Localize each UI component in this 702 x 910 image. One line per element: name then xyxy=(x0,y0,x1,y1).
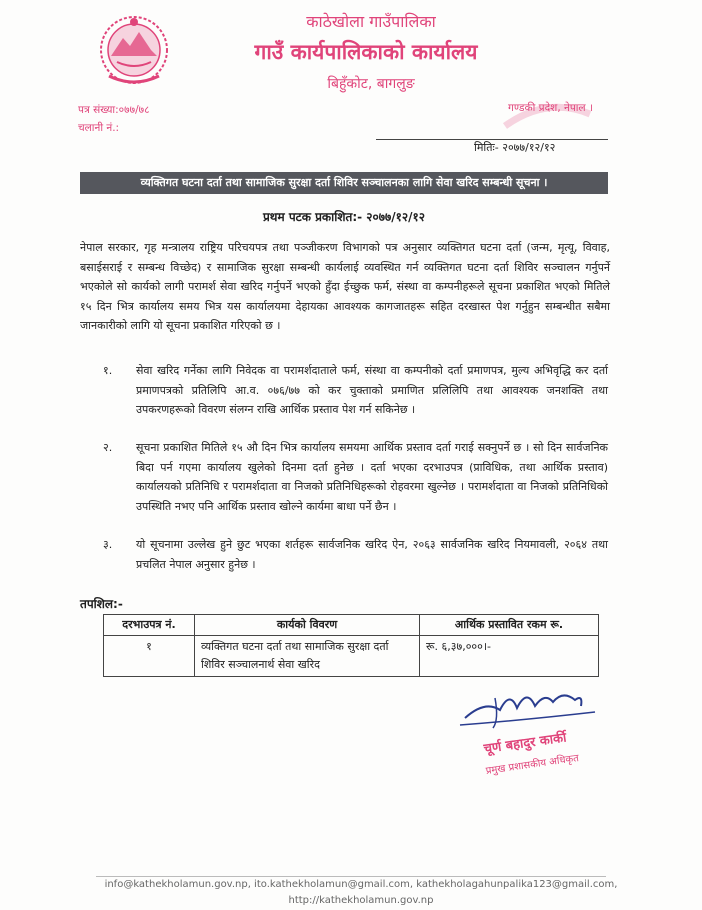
condition-text: सेवा खरिद गर्नेका लागि निवेदक वा परामर्शदाताले फर्म, संस्था वा कम्पनीको दर्ता प्रमाणपत्र, मुल्य अभिवृद्धि कर दर्ता प्रमाणपत्रको प्रतिलिपि आ.व. ०७६/७७ को कर चुक्ताको प्रमाणित प्रलिलिपि तथा आवश्यक जनशक्ति तथा उपकरणहरूको विवरण संलग्न राखि आर्थिक प्रस्ताव पेश गर्न सकिनेछ । xyxy=(136,364,608,417)
details-table xyxy=(103,614,599,677)
proposed-amount-cell: रू. ६,३७,०००।- xyxy=(420,636,599,677)
column-header-proposed-amount: आर्थिक प्रस्तावित रकम रू. xyxy=(420,615,599,636)
officer-stamp-name: चूर्ण बहादुर कार्की xyxy=(482,730,568,757)
notice-date: मितिः- २०७७/१२/१२ xyxy=(474,141,556,154)
officer-stamp-title: प्रमुख प्रशासकीय अधिकृत xyxy=(485,753,580,777)
work-description-cell: व्यक्तिगत घटना दर्ता तथा सामाजिक सुरक्षा दर्ता शिविर सञ्चालनार्थ सेवा खरिद xyxy=(195,636,420,677)
notice-title-banner: व्यक्तिगत घटना दर्ता तथा सामाजिक सुरक्षा दर्ता शिविर सञ्चालनका लागि सेवा खरिद सम्बन्धी सूचना । xyxy=(80,172,608,194)
table-header-row xyxy=(104,615,599,636)
column-header-work-description: कार्यको विवरण xyxy=(195,615,420,636)
footer-emails: info@kathekholamun.gov.np, ito.kathekholamun@gmail.com, kathekholagahunpalika123@gmail.com, xyxy=(104,879,618,890)
footer-website: http://kathekholamun.gov.np xyxy=(288,895,434,906)
table-row xyxy=(104,636,599,677)
reference-number: पत्र संख्या:०७७/७८ xyxy=(78,104,150,116)
condition-text: यो सूचनामा उल्लेख हुने छुट भएका शर्तहरू सार्वजनिक खरिद ऐन, २०६३ सार्वजनिक खरिद नियमावली, २०६४ तथा प्रचलित नेपाल अनुसार हुनेछ । xyxy=(136,538,608,571)
condition-number: २. xyxy=(103,441,113,454)
office-name: गाउँ कार्यपालिकाको कार्यालय xyxy=(254,40,478,64)
bid-number-cell: १ xyxy=(104,636,195,677)
office-location: बिहुँकोट, बागलुङ xyxy=(327,76,415,92)
column-header-bid-number: दरभाउपत्र नं. xyxy=(104,615,195,636)
publication-line: प्रथम पटक प्रकाशित:- २०७७/१२/१२ xyxy=(262,210,425,224)
condition-text: सूचना प्रकाशित मितिले १५ औ दिन भित्र कार्यालय समयमा आर्थिक प्रस्ताव दर्ता गराई सक्नुपर्ने छ । सो दिन सार्वजनिक बिदा पर्न गएमा कार्यालय खुलेको दिनमा दर्ता हुनेछ । दर्ता भएका दरभाउपत्र (प्राविधिक, तथा आर्थिक प्रस्ताव) कार्यालयको प्रतिनिधि र परामर्शदाता वा निजको प्रतिनिधिहरूको रोहवरमा खुल्नेछ । परामर्शदाता वा निजको प्रतिनिधिको उपस्थिति नभए पनि आर्थिक प्रस्ताव खोल्ने कार्यमा बाधा पर्ने छैन । xyxy=(136,441,608,513)
nepal-emblem-logo xyxy=(95,14,173,90)
dispatch-number: चलानी नं.: xyxy=(78,122,120,134)
signature-block xyxy=(455,680,615,790)
province-label: गण्डकी प्रदेश, नेपाल । xyxy=(508,102,593,114)
notice-body-paragraph: नेपाल सरकार, गृह मन्त्रालय राष्ट्रिय परिचयपत्र तथा पञ्जीकरण विभागको पत्र अनुसार व्यक्तिगत घटना दर्ता (जन्म, मृत्यू, विवाह, बसाईसराई र सम्बन्ध विच्छेद) र सामाजिक सुरक्षा सम्बन्धी कार्यलाई व्यवस्थित गर्न व्यक्तिगत घटना दर्ता शिविर सञ्चालन गर्नुपर्ने भएकोले सो कार्यको लागी परामर्श सेवा खरिद गर्नुपर्ने भएको हुँदा ईच्छुक फर्म, संस्था वा कम्पनीहरूले सूचना प्रकाशित भएको मितिले १५ दिन भित्र कार्यालय समय भित्र यस कार्यालयमा देहायका आवश्यक कागजातहरू सहित दरखास्त पेश गर्नुहुन सम्बन्धीत सबैमा जानकारीको लागि यो सूचना प्रकाशित गरिएको छ । xyxy=(80,241,610,333)
details-heading: तपशिल:- xyxy=(80,597,123,611)
footer-divider xyxy=(96,876,606,877)
condition-number: ३. xyxy=(103,538,113,551)
condition-number: १. xyxy=(103,364,113,377)
municipality-name: काठेखोला गाउँपालिका xyxy=(306,12,436,31)
